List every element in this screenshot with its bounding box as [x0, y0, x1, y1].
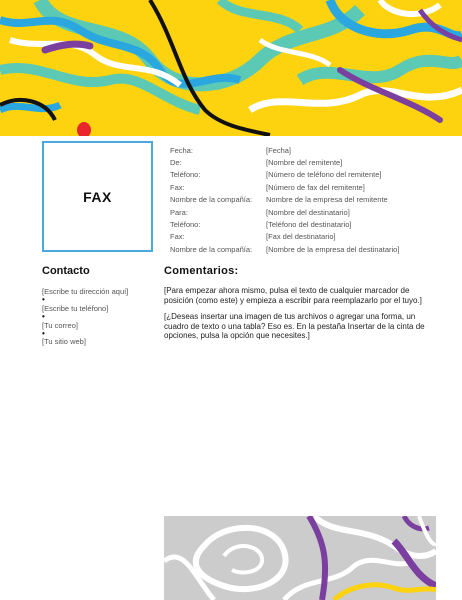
contact-separator: •: [42, 328, 45, 338]
swirl-pattern: [0, 0, 462, 136]
fax-fields: [170, 144, 399, 256]
field-row-recipient-company: [170, 243, 399, 255]
field-row-recipient-fax: [170, 231, 399, 243]
header-banner-art: [0, 0, 462, 136]
contact-website[interactable]: [Tu sitio web]: [42, 337, 86, 347]
field-label: Teléfono:: [170, 170, 201, 180]
field-label: Fecha:: [170, 145, 193, 155]
field-value-recipient-fax[interactable]: [Fax del destinatario]: [266, 232, 336, 242]
field-row-sender-phone: [170, 169, 399, 181]
field-label: Teléfono:: [170, 220, 201, 230]
comments-heading: Comentarios:: [164, 265, 239, 277]
contact-address[interactable]: [Escribe tu dirección aquí]: [42, 287, 129, 296]
footer-banner-art: [164, 516, 436, 600]
contact-heading: Contacto: [42, 265, 90, 277]
field-label: Nombre de la compañía:: [170, 195, 253, 205]
field-label: Nombre de la compañía:: [170, 244, 253, 254]
field-label: Fax:: [170, 232, 185, 242]
field-row-sender-company: [170, 194, 399, 206]
field-row-from: [170, 156, 399, 168]
field-label: Fax:: [170, 182, 185, 192]
field-value-recipient-phone[interactable]: [Teléfono del destinatario]: [266, 220, 352, 230]
fax-title[interactable]: FAX: [83, 188, 112, 205]
field-value-date[interactable]: [Fecha]: [266, 145, 292, 155]
field-value-sender-company[interactable]: Nombre de la empresa del remitente: [266, 195, 388, 205]
comments-body: [164, 286, 426, 348]
field-label: De:: [170, 158, 182, 168]
field-row-to: [170, 206, 399, 218]
field-row-date: [170, 144, 399, 156]
contact-phone[interactable]: [Escribe tu teléfono]: [42, 303, 109, 313]
field-row-recipient-phone: [170, 218, 399, 230]
field-value-recipient-company[interactable]: [Nombre de la empresa del destinatario]: [266, 244, 400, 254]
contact-separator: •: [42, 312, 45, 322]
footer-swirl-pattern: [164, 516, 436, 600]
field-label: Para:: [170, 207, 188, 217]
comments-paragraph-2[interactable]: [¿Deseas insertar una imagen de tus archivos o agregar una forma, un cuadro de texto o una tabla? Eso es. En la pestaña Insertar de la cinta de opciones, pulsa la opción que necesites.]: [164, 312, 425, 341]
contact-list: [42, 287, 128, 347]
comments-paragraph-1[interactable]: [Para empezar ahora mismo, pulsa el texto de cualquier marcador de posición (como este) y empieza a escribir para reemplazarlo por el tuyo.]: [164, 286, 422, 305]
field-value-recipient-name[interactable]: [Nombre del destinatario]: [266, 207, 350, 217]
fax-title-box: [42, 141, 153, 252]
field-row-sender-fax: [170, 181, 399, 193]
contact-separator: •: [42, 295, 45, 305]
field-value-sender-phone[interactable]: [Número de teléfono del remitente]: [266, 170, 382, 180]
contact-email[interactable]: [Tu correo]: [42, 320, 78, 330]
field-value-sender-fax[interactable]: [Número de fax del remitente]: [266, 182, 365, 192]
field-value-sender-name[interactable]: [Nombre del remitente]: [266, 158, 343, 168]
